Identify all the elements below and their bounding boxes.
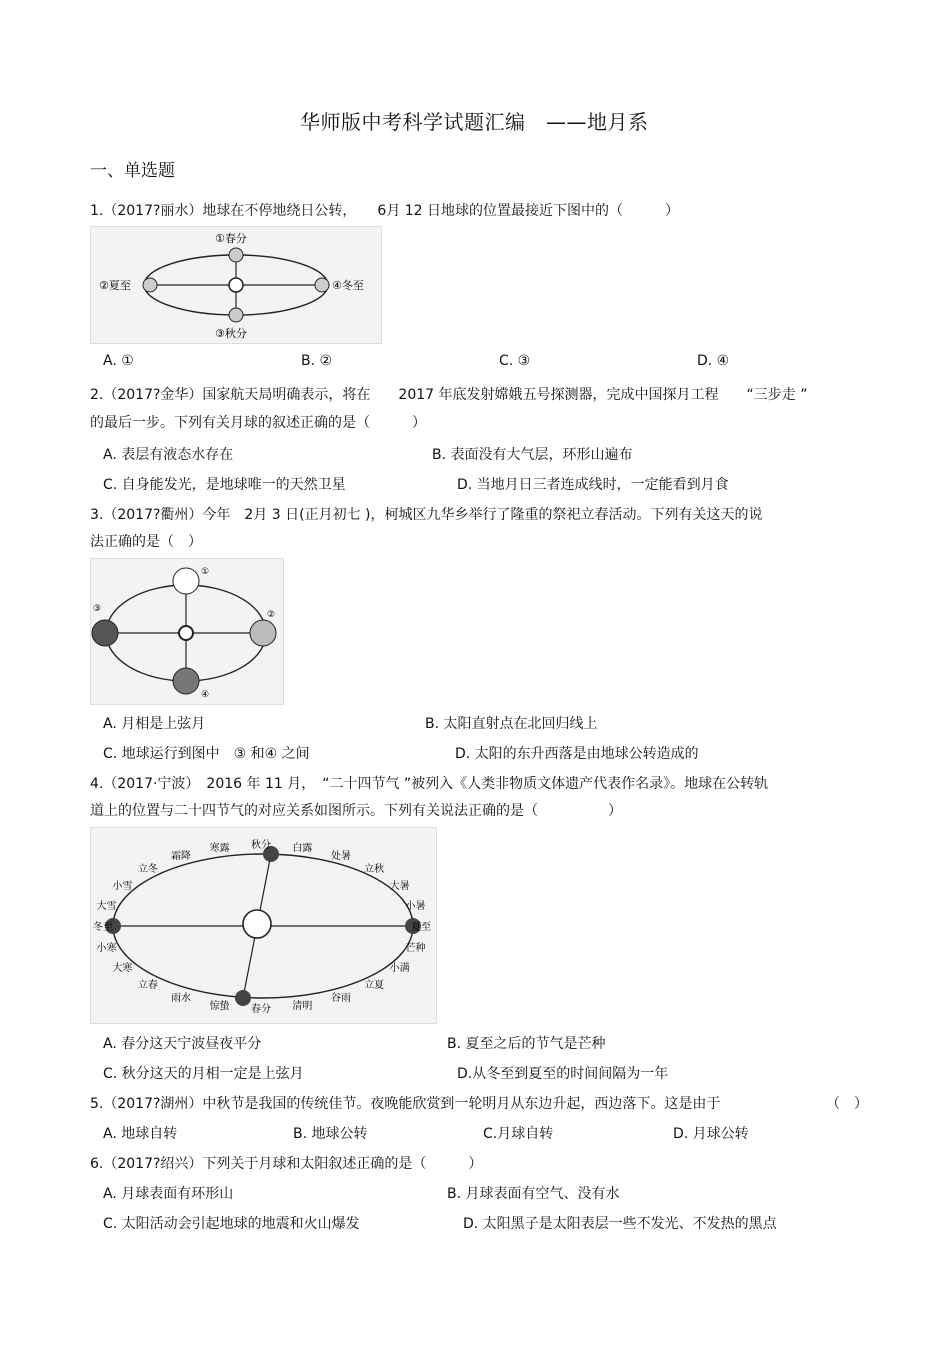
fig-label: ②夏至 <box>99 279 131 292</box>
q4-option-c: C. 秋分这天的月相一定是上弦月 <box>103 1066 304 1082</box>
q3-orbit-figure <box>90 558 284 705</box>
solar-term-label: 雨水 <box>171 993 191 1004</box>
q6-option-b: B. 月球表面有空气、没有水 <box>447 1186 620 1202</box>
solar-term-label: 小寒 <box>96 943 117 955</box>
fig-label: ④冬至 <box>332 279 364 292</box>
q4-option-b: B. 夏至之后的节气是芒种 <box>447 1036 606 1052</box>
q5-answer-paren: （ ） <box>826 1096 868 1112</box>
solar-term-label: 芒种 <box>405 943 426 955</box>
q6-option-c: C. 太阳活动会引起地球的地震和火山爆发 <box>103 1216 360 1232</box>
q5-option-d: D. 月球公转 <box>673 1126 749 1142</box>
q3-option-c: C. 地球运行到图中 ③ 和④ 之间 <box>103 746 310 762</box>
sun-icon <box>243 910 271 938</box>
q5-option-b: B. 地球公转 <box>293 1126 368 1142</box>
solar-term-label: 立春 <box>137 980 158 991</box>
q4-option-d: D.从冬至到夏至的时间间隔为一年 <box>457 1066 669 1082</box>
q3-option-d: D. 太阳的东升西落是由地球公转造成的 <box>455 746 699 762</box>
solar-term-label: 春分 <box>251 1004 271 1015</box>
q2-option-b: B. 表面没有大气层，环形山遍布 <box>432 447 633 463</box>
q1-option-d: D. ④ <box>697 353 730 369</box>
q2-option-d: D. 当地月日三者连成线时，一定能看到月食 <box>457 477 729 493</box>
q1-option-c: C. ③ <box>499 353 531 369</box>
solar-term-label: 冬至 <box>93 922 113 933</box>
solar-term-label: 夏至 <box>411 922 431 933</box>
q2-stem-line2: 的最后一步。下列有关月球的叙述正确的是（ ） <box>90 415 426 431</box>
fig-label: ③ <box>93 604 102 614</box>
solar-term-label: 立夏 <box>364 980 385 991</box>
solar-term-label: 白露 <box>292 842 313 854</box>
q2-option-a: A. 表层有液态水存在 <box>103 447 234 463</box>
fig-label: ① <box>201 567 210 577</box>
q2-option-c: C. 自身能发光，是地球唯一的天然卫星 <box>103 477 346 493</box>
q6-option-d: D. 太阳黑子是太阳表层一些不发光、不发热的黑点 <box>463 1216 777 1232</box>
solar-term-label: 清明 <box>292 1001 313 1013</box>
solar-term-label: 谷雨 <box>331 993 351 1004</box>
sun-icon <box>229 278 243 292</box>
q3-option-a: A. 月相是上弦月 <box>103 716 206 732</box>
solar-term-label: 小雪 <box>112 881 133 892</box>
solar-term-label: 小暑 <box>405 900 426 912</box>
solar-term-label: 大雪 <box>96 900 117 912</box>
q2-stem-line1: 2.（2017?金华）国家航天局明确表示，将在 2017 年底发射嫦娥五号探测器，完成中国探月工程 “三步走 ” <box>90 387 808 403</box>
fig-label: ② <box>267 610 276 620</box>
q1-option-b: B. ② <box>301 353 333 369</box>
solar-term-label: 处暑 <box>331 851 351 862</box>
q4-option-a: A. 春分这天宁波昼夜平分 <box>103 1036 262 1052</box>
q1-stem: 1.（2017?丽水）地球在不停地绕日公转， 6月 12 日地球的位置最接近下图中的（ ） <box>90 203 680 219</box>
q1-option-a: A. ① <box>103 353 134 369</box>
fig-label: ①春分 <box>215 232 247 245</box>
q6-option-a: A. 月球表面有环形山 <box>103 1186 234 1202</box>
solar-term-label: 霜降 <box>171 851 191 862</box>
fig-label: ③秋分 <box>215 327 247 340</box>
sun-icon <box>179 626 193 640</box>
q3-stem-line2: 法正确的是（ ） <box>90 534 202 550</box>
fig-label: ④ <box>201 690 210 700</box>
solar-term-label: 小满 <box>389 963 410 974</box>
q4-stem-line1: 4.（2017·宁波） 2016 年 11 月， “二十四节气 ”被列入《人类非物质文体遗产代表作名录》。地球在公转轨 <box>90 776 769 792</box>
solar-term-label: 大暑 <box>389 881 410 892</box>
q5-stem: 5.（2017?湖州）中秋节是我国的传统佳节。夜晚能欣赏到一轮明月从东边升起，西边落下。这是由于 <box>90 1096 721 1112</box>
solar-term-label: 大寒 <box>112 963 133 974</box>
solar-term-label: 立冬 <box>137 864 158 875</box>
solar-term-label: 立秋 <box>364 864 385 875</box>
section-heading: 一、单选题 <box>90 161 175 181</box>
q5-option-c: C.月球自转 <box>483 1126 554 1142</box>
q5-option-a: A. 地球自转 <box>103 1126 178 1142</box>
page-title: 华师版中考科学试题汇编 ——地月系 <box>300 110 649 134</box>
q6-stem: 6.（2017?绍兴）下列关于月球和太阳叙述正确的是（ ） <box>90 1156 483 1172</box>
q4-stem-line2: 道上的位置与二十四节气的对应关系如图所示。下列有关说法正确的是（ ） <box>90 803 622 819</box>
q4-solar-terms-figure <box>90 827 437 1024</box>
solar-term-label: 惊蛰 <box>209 1001 230 1013</box>
q3-stem-line1: 3.（2017?衢州）今年 2月 3 日(正月初七 )，柯城区九华乡举行了隆重的祭祀立春活动。下列有关这天的说 <box>90 507 763 523</box>
solar-term-label: 秋分 <box>251 840 271 851</box>
q1-orbit-figure <box>90 226 382 344</box>
solar-term-label: 寒露 <box>209 842 230 854</box>
q3-option-b: B. 太阳直射点在北回归线上 <box>425 716 598 732</box>
